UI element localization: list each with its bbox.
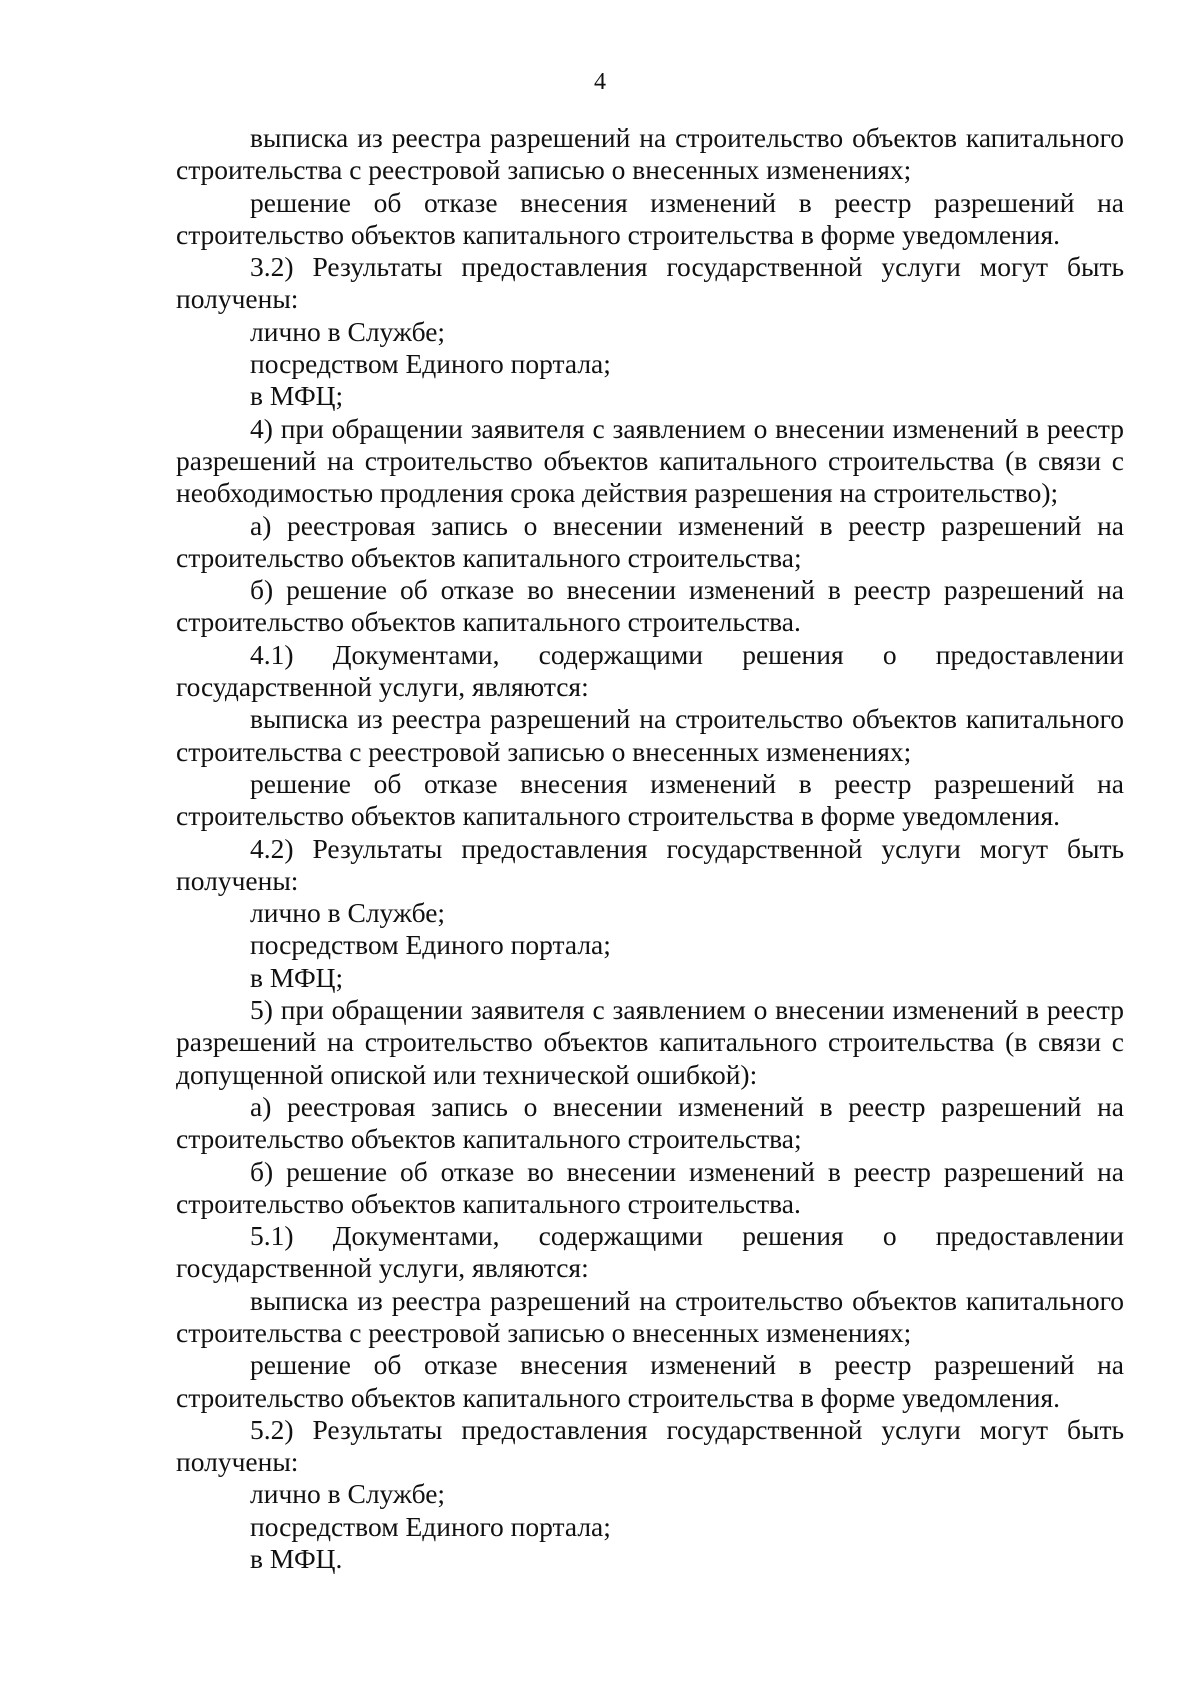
- paragraph: 3.2) Результаты предоставления государственной услуги могут быть получены:: [176, 251, 1124, 315]
- paragraph: 5.1) Документами, содержащими решения о предоставлении государственной услуги, являются:: [176, 1220, 1124, 1284]
- paragraph: решение об отказе внесения изменений в реестр разрешений на строительство объектов капитального строительства в форме уведомления.: [176, 186, 1124, 250]
- list-item: в МФЦ.: [250, 1543, 343, 1575]
- list-item: лично в Службе;: [250, 897, 446, 929]
- page-number: 4: [594, 69, 606, 95]
- paragraph: а) реестровая запись о внесении изменений в реестр разрешений на строительство объектов капитального строительства;: [176, 1090, 1124, 1155]
- paragraph: 5) при обращении заявителя с заявлением о внесении изменений в реестр разрешений на строительство объектов капитального строительства (в связи с допущенной опиской или технической ошибкой):: [176, 994, 1124, 1090]
- paragraph: б) решение об отказе во внесении изменений в реестр разрешений на строительство объектов капитального строительства.: [176, 1155, 1124, 1219]
- paragraph: 5.2) Результаты предоставления государственной услуги могут быть получены:: [176, 1413, 1124, 1478]
- list-item: лично в Службе;: [250, 315, 446, 347]
- list-item: посредством Единого портала;: [250, 929, 611, 961]
- paragraph: 4.2) Результаты предоставления государственной услуги могут быть получены:: [176, 832, 1124, 896]
- paragraph: решение об отказе внесения изменений в реестр разрешений на строительство объектов капитального строительства в форме уведомления.: [176, 1349, 1124, 1413]
- paragraph: выписка из реестра разрешений на строительство объектов капитального строительства с реестровой записью о внесенных изменениях;: [176, 1284, 1124, 1348]
- list-item: посредством Единого портала;: [250, 1510, 611, 1542]
- paragraph: б) решение об отказе во внесении изменений в реестр разрешений на строительство объектов капитального строительства.: [176, 574, 1124, 638]
- paragraph: 4) при обращении заявителя с заявлением о внесении изменений в реестр разрешений на строительство объектов капитального строительства (в связи с необходимостью продления срока действия разрешения на строительство);: [176, 412, 1124, 509]
- document-body: [176, 122, 1124, 1575]
- paragraph: решение об отказе внесения изменений в реестр разрешений на строительство объектов капитального строительства в форме уведомления.: [176, 767, 1124, 832]
- list-item: лично в Службе;: [250, 1478, 446, 1510]
- list-item: посредством Единого портала;: [250, 348, 611, 380]
- paragraph: 4.1) Документами, содержащими решения о предоставлении государственной услуги, являются:: [176, 638, 1124, 703]
- list-item: в МФЦ;: [250, 380, 344, 412]
- paragraph: выписка из реестра разрешений на строительство объектов капитального строительства с реестровой записью о внесенных изменениях;: [176, 122, 1124, 186]
- paragraph: а) реестровая запись о внесении изменений в реестр разрешений на строительство объектов капитального строительства;: [176, 509, 1124, 573]
- paragraph: выписка из реестра разрешений на строительство объектов капитального строительства с реестровой записью о внесенных изменениях;: [176, 703, 1124, 767]
- list-item: в МФЦ;: [250, 961, 344, 993]
